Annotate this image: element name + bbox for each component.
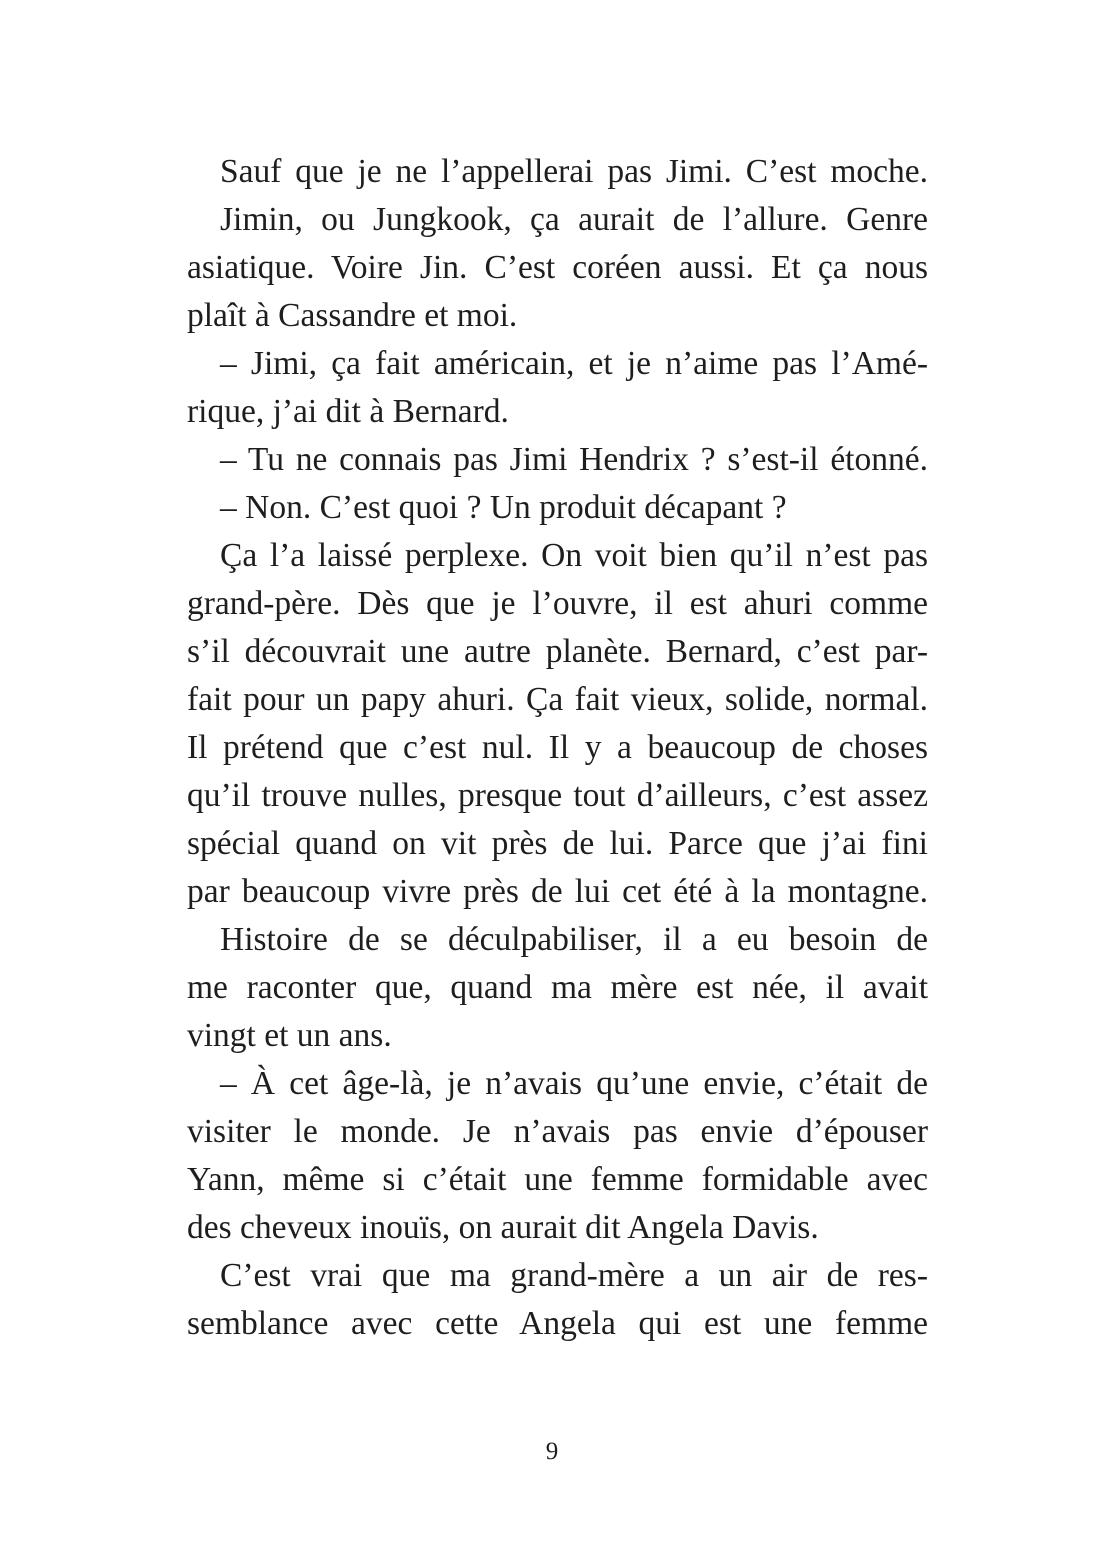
text-line: – Non. C’est quoi ? Un produit décapant ?	[220, 489, 787, 526]
text-line: C’est vrai que ma grand-mère a un air de res-	[220, 1257, 928, 1294]
text-line: – Jimi, ça fait américain, et je n’aime pas l’Amé-	[220, 345, 928, 382]
text-line: s’il découvrait une autre planète. Bernard, c’est par-	[187, 633, 928, 670]
text-line: asiatique. Voire Jin. C’est coréen aussi. Et ça nous	[187, 249, 928, 286]
text-line: Jimin, ou Jungkook, ça aurait de l’allure. Genre	[220, 201, 928, 238]
text-line: me raconter que, quand ma mère est née, il avait	[187, 969, 928, 1006]
text-line: Ça l’a laissé perplexe. On voit bien qu’il n’est pas	[220, 537, 928, 574]
text-line: grand-père. Dès que je l’ouvre, il est ahuri comme	[187, 585, 928, 622]
text-line: par beaucoup vivre près de lui cet été à la montagne.	[187, 873, 928, 910]
text-line: spécial quand on vit près de lui. Parce que j’ai fini	[187, 825, 928, 862]
text-line: fait pour un papy ahuri. Ça fait vieux, solide, normal.	[187, 681, 928, 718]
text-line: des cheveux inouïs, on aurait dit Angela Davis.	[187, 1209, 819, 1246]
text-line: – À cet âge-là, je n’avais qu’une envie, c’était de	[220, 1065, 928, 1102]
page-number: 9	[545, 1438, 559, 1465]
text-line: Yann, même si c’était une femme formidable avec	[187, 1161, 928, 1198]
text-line: visiter le monde. Je n’avais pas envie d’épouser	[187, 1113, 928, 1150]
text-line: Sauf que je ne l’appellerai pas Jimi. C’est moche.	[220, 153, 928, 190]
text-line: Histoire de se déculpabiliser, il a eu besoin de	[220, 921, 928, 958]
text-line: semblance avec cette Angela qui est une femme	[187, 1305, 928, 1342]
text-line: vingt et un ans.	[187, 1017, 392, 1054]
text-line: qu’il trouve nulles, presque tout d’ailleurs, c’est assez	[187, 777, 928, 814]
text-line: rique, j’ai dit à Bernard.	[187, 393, 509, 430]
text-line: Il prétend que c’est nul. Il y a beaucoup de choses	[187, 729, 928, 766]
text-line: – Tu ne connais pas Jimi Hendrix ? s’est-il étonné.	[220, 441, 928, 478]
text-line: plaît à Cassandre et moi.	[187, 297, 518, 334]
